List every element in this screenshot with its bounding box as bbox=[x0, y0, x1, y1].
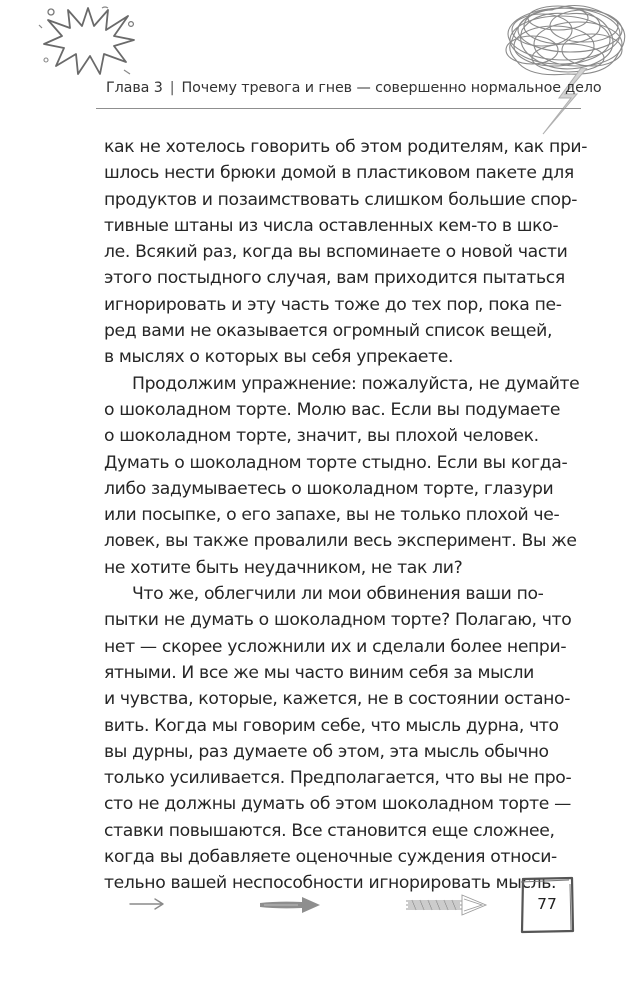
text-line: тивные штаны из числа оставленных кем-то в шко- bbox=[104, 215, 559, 236]
text-line: в мыслях о которых вы себя упрекаете. bbox=[104, 347, 454, 368]
text-line: или посыпке, о его запахе, вы не только плохой че- bbox=[104, 505, 560, 526]
text-line: ставки повышаются. Все становится еще сложнее, bbox=[104, 820, 555, 841]
paragraph-2 bbox=[104, 371, 580, 581]
text-line: нет — скорее усложнили их и сделали более непри- bbox=[104, 636, 567, 657]
running-header bbox=[106, 80, 602, 96]
text-line: только усиливается. Предполагается, что вы не про- bbox=[104, 768, 572, 789]
text-line: ле. Всякий раз, когда вы вспоминаете о новой части bbox=[104, 242, 568, 263]
text-line: этого постыдного случая, вам приходится пытаться bbox=[104, 268, 565, 289]
header-separator: | bbox=[169, 80, 175, 96]
text-line: Думать о шоколадном торте стыдно. Если вы когда- bbox=[104, 452, 568, 473]
chapter-title: Почему тревога и гнев — совершенно нормальное дело bbox=[181, 80, 602, 96]
brush-arrow-icon bbox=[258, 893, 322, 917]
text-line: о шоколадном торте, значит, вы плохой человек. bbox=[104, 426, 539, 447]
sketched-arrow-icon bbox=[402, 891, 490, 919]
text-line: тельно вашей неспособности игнорировать мысль. bbox=[104, 873, 557, 894]
text-line: о шоколадном торте. Молю вас. Если вы подумаете bbox=[104, 399, 561, 420]
text-line: ятными. И все же мы часто виним себя за мысли bbox=[104, 662, 534, 683]
text-line: шлось нести брюки домой в пластиковом пакете для bbox=[104, 163, 574, 184]
text-line: сто не должны думать об этом шоколадном торте — bbox=[104, 794, 571, 815]
text-line: и чувства, которые, кажется, не в состоянии остано- bbox=[104, 689, 571, 710]
paragraph-3 bbox=[104, 581, 572, 897]
page-number: 77 bbox=[537, 895, 557, 913]
text-line: вить. Когда мы говорим себе, что мысль дурна, что bbox=[104, 715, 559, 736]
text-line: ред вами не оказывается огромный список вещей, bbox=[104, 321, 553, 342]
text-line: как не хотелось говорить об этом родителям, как при- bbox=[104, 137, 588, 157]
body-text bbox=[104, 134, 588, 897]
text-line: либо задумываетесь о шоколадном торте, глазури bbox=[104, 478, 554, 499]
thin-arrow-icon bbox=[128, 896, 166, 912]
text-line: продуктов и позаимствовать слишком большие спор- bbox=[104, 189, 578, 210]
lightning-bolt-icon bbox=[535, 68, 595, 138]
header-rule bbox=[96, 108, 581, 109]
text-line: пытки не думать о шоколадном торте? Полагаю, что bbox=[104, 610, 572, 631]
starburst-doodle-icon bbox=[38, 4, 138, 79]
text-line: вы дурны, раз думаете об этом, эта мысль обычно bbox=[104, 741, 549, 762]
text-line: ловек, вы также провалили весь эксперимент. Вы же bbox=[104, 531, 577, 552]
text-line: когда вы добавляете оценочные суждения относи- bbox=[104, 847, 557, 868]
chapter-label: Глава 3 bbox=[106, 80, 163, 96]
text-line: игнорировать и эту часть тоже до тех пор, пока пе- bbox=[104, 294, 562, 315]
text-line: Продолжим упражнение: пожалуйста, не думайте bbox=[132, 373, 580, 394]
text-line: не хотите быть неудачником, не так ли? bbox=[104, 557, 463, 578]
paragraph-1 bbox=[104, 134, 588, 371]
text-line: Что же, облегчили ли мои обвинения ваши по- bbox=[132, 584, 544, 605]
